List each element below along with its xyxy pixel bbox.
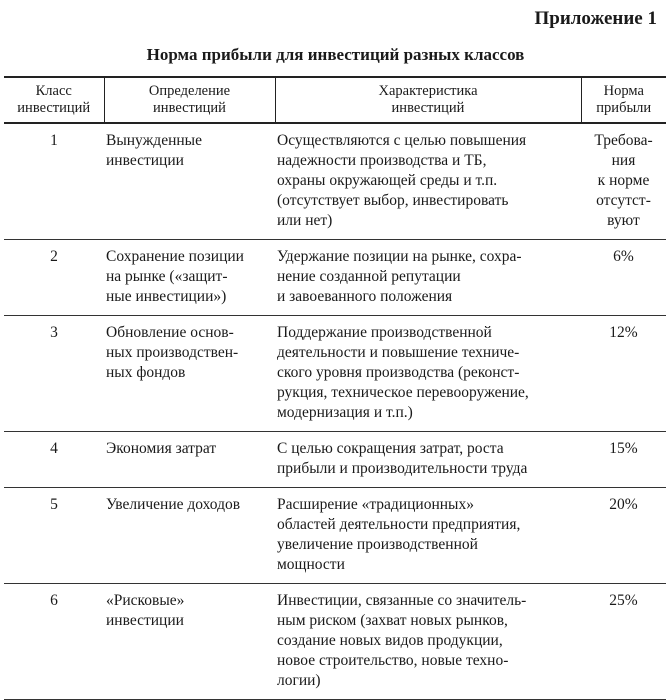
cell-line: охраны окружающей среды и т.п. — [277, 172, 498, 189]
cell-class-number: 1 — [50, 132, 58, 149]
table-header-row — [4, 77, 666, 123]
header-line: Определение — [148, 83, 231, 99]
cell-line: к норме — [597, 172, 650, 189]
cell-line: Требова- — [594, 132, 653, 149]
cell-line: инвестиции — [106, 152, 184, 169]
investment-rate-table — [4, 76, 666, 700]
cell-line: Удержание позиции на рынке, сохра- — [277, 248, 522, 265]
cell-line: деятельности и повышение техниче- — [277, 344, 520, 361]
cell-rate — [581, 488, 666, 584]
header-line: Характеристика — [378, 83, 478, 99]
cell-rate — [581, 240, 666, 316]
cell-rate — [581, 432, 666, 488]
cell-line: и завоеванного положения — [277, 288, 453, 305]
cell-line: ных фондов — [106, 364, 186, 381]
cell-line: Экономия затрат — [106, 440, 217, 457]
cell-line: 6% — [613, 248, 634, 265]
cell-line: рукция, техническое перевооружение, — [277, 384, 529, 401]
cell-line: (отсутствует выбор, инвестировать — [277, 192, 509, 209]
cell-rate — [581, 316, 666, 432]
cell-line: надежности производства и ТБ, — [277, 152, 487, 169]
cell-line: Поддержание производственной — [277, 324, 492, 341]
cell-line: С целью сокращения затрат, роста — [277, 440, 504, 457]
cell-line: Вынужденные — [106, 132, 202, 149]
cell-definition — [104, 432, 275, 488]
cell-definition — [104, 584, 275, 700]
header-characteristic — [275, 77, 581, 123]
cell-line: вуют — [607, 212, 640, 229]
cell-line: увеличение производственной — [277, 536, 478, 553]
cell-rate — [581, 123, 666, 240]
cell-line: Расширение «традиционных» — [277, 496, 474, 513]
cell-characteristic — [275, 488, 581, 584]
header-line: Норма — [603, 83, 644, 99]
cell-line: логии) — [277, 672, 321, 689]
table-row — [4, 240, 666, 316]
cell-characteristic — [275, 123, 581, 240]
cell-characteristic — [275, 584, 581, 700]
cell-class-number: 6 — [50, 592, 58, 609]
cell-line: Сохранение позиции — [106, 248, 244, 265]
cell-line: прибыли и производительности труда — [277, 460, 528, 477]
cell-line: новое строительство, новые техно- — [277, 652, 509, 669]
header-line: Класс — [35, 83, 72, 99]
cell-line: ния — [611, 152, 636, 169]
header-line: инвестиций — [17, 100, 91, 116]
cell-line: инвестиции — [106, 612, 184, 629]
cell-definition — [104, 316, 275, 432]
cell-line: Увеличение доходов — [106, 496, 241, 513]
cell-characteristic — [275, 432, 581, 488]
cell-definition — [104, 488, 275, 584]
cell-line: 15% — [609, 440, 638, 457]
header-line: инвестиций — [391, 100, 465, 116]
cell-line: областей деятельности предприятия, — [277, 516, 521, 533]
cell-line: Обновление основ- — [106, 324, 234, 341]
table-title: Норма прибыли для инвестиций разных классов — [146, 45, 525, 64]
header-definition — [104, 77, 275, 123]
table-row — [4, 584, 666, 700]
cell-class-number: 5 — [50, 496, 58, 513]
cell-line: «Рисковые» — [106, 592, 185, 609]
cell-line: ского уровня производства (реконст- — [277, 364, 520, 381]
appendix-label: Приложение 1 — [534, 8, 657, 29]
table-row — [4, 316, 666, 432]
cell-line: Осуществляются с целью повышения — [277, 132, 527, 149]
cell-line: 25% — [609, 592, 638, 609]
cell-definition — [104, 123, 275, 240]
cell-line: ных производствен- — [106, 344, 239, 361]
cell-line: 12% — [609, 324, 638, 341]
cell-line: Инвестиции, связанные со значитель- — [277, 592, 527, 609]
cell-line: на рынке («защит- — [106, 268, 228, 285]
cell-definition — [104, 240, 275, 316]
table-row — [4, 123, 666, 240]
header-rate — [581, 77, 666, 123]
cell-line: 20% — [609, 496, 638, 513]
cell-class-number: 3 — [50, 324, 58, 341]
table-row — [4, 488, 666, 584]
cell-line: отсутст- — [596, 192, 651, 209]
header-line: инвестиций — [153, 100, 226, 116]
header-line: прибыли — [596, 100, 652, 116]
cell-line: ные инвестиции») — [106, 288, 227, 305]
cell-class-number: 4 — [50, 440, 58, 457]
cell-line: нение созданной репутации — [277, 268, 461, 285]
cell-characteristic — [275, 316, 581, 432]
cell-line: модернизация и т.п.) — [277, 404, 413, 421]
cell-characteristic — [275, 240, 581, 316]
cell-line: создание новых видов продукции, — [277, 632, 503, 649]
table-row — [4, 432, 666, 488]
cell-rate — [581, 584, 666, 700]
cell-line: мощности — [277, 556, 345, 573]
cell-line: или нет) — [277, 212, 333, 229]
cell-line: ным риском (захват новых рынков, — [277, 612, 508, 629]
cell-class-number: 2 — [50, 248, 58, 265]
header-class — [4, 77, 104, 123]
